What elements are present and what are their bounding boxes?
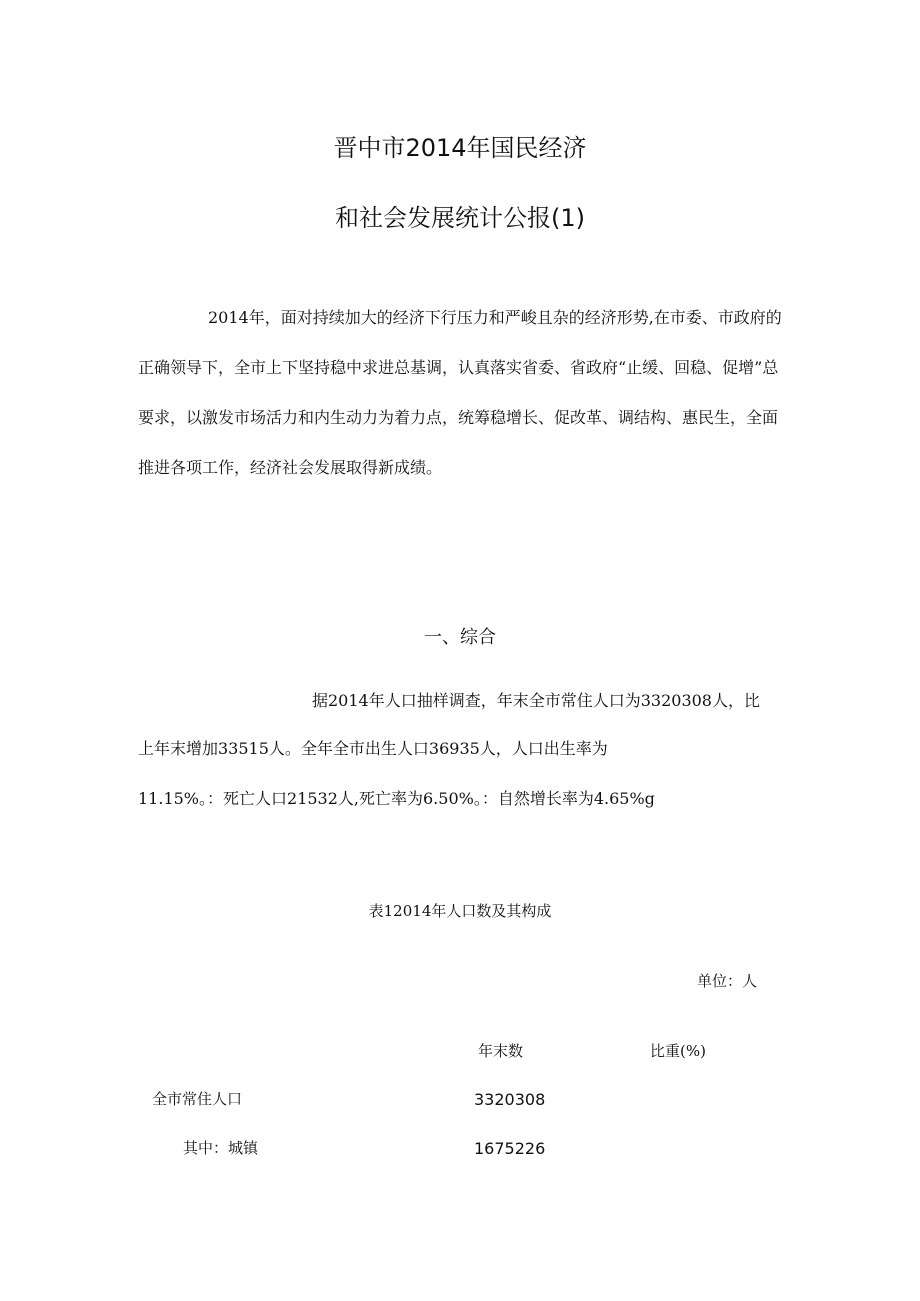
section-heading: 一、综合 bbox=[424, 627, 496, 648]
table-row-value: 1675226 bbox=[474, 1139, 546, 1158]
table-unit: 单位：人 bbox=[697, 972, 758, 990]
table-row-label: 其中：城镇 bbox=[183, 1139, 259, 1157]
section-text-line-3: 11.15%。：死亡人口21532人,死亡率为6.50%。：自然增长率为4.65%g bbox=[138, 789, 655, 808]
document-title-line-1: 晋中市2014年国民经济 bbox=[333, 134, 587, 162]
table-row-label: 全市常住人口 bbox=[152, 1090, 243, 1108]
column-header-year-end: 年末数 bbox=[478, 1042, 524, 1060]
section-text-line-1: 据2014年人口抽样调查，年末全市常住人口为3320308人，比 bbox=[312, 691, 760, 710]
column-header-ratio: 比重(%) bbox=[650, 1042, 706, 1060]
table-caption: 表12014年人口数及其构成 bbox=[368, 902, 552, 920]
section-text-line-2: 上年末增加33515人。全年全市出生人口36935人，人口出生率为 bbox=[138, 739, 608, 758]
intro-paragraph: 2014年，面对持续加大的经济下行压力和严峻且杂的经济形势,在市委、市政府的正确领导下，全市上下坚持稳中求进总基调，认真落实省委、省政府“止缓、回稳、促增”总要求，以激发市场活力和内生动力为着力点，统筹稳增长、促改革、调结构、惠民生，全面推进各项工作，经济社会发展取得新成绩。 bbox=[138, 308, 782, 477]
document-title-line-2: 和社会发展统计公报(1) bbox=[335, 204, 585, 232]
table-row-value: 3320308 bbox=[474, 1090, 546, 1109]
